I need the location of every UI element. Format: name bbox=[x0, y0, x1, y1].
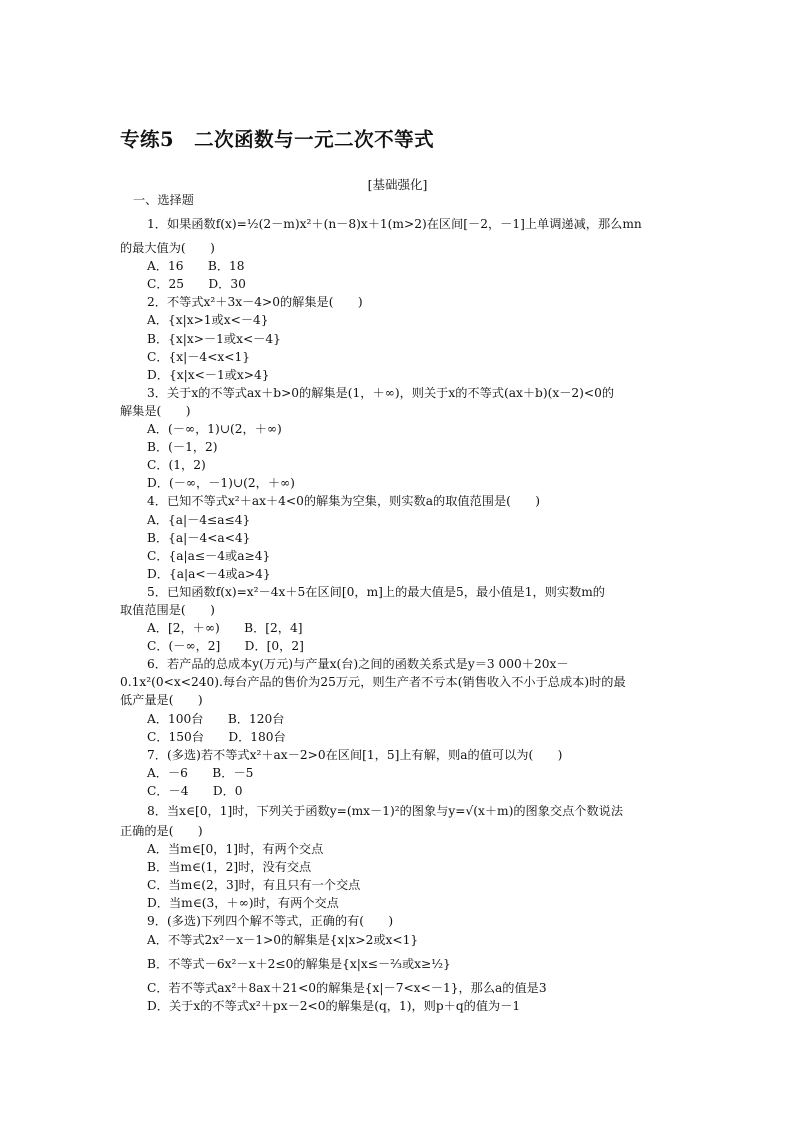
text-line: 2．不等式x²＋3x－4>0的解集是( ) bbox=[147, 295, 363, 310]
text-line: C．－4 D．0 bbox=[147, 783, 243, 798]
text-line: A．16 B．18 bbox=[147, 259, 245, 274]
text-line: 6．若产品的总成本y(万元)与产量x(台)之间的函数关系式是y＝3 000＋20x－ bbox=[147, 657, 569, 672]
text-line: D．当m∈(3，＋∞)时，有两个交点 bbox=[147, 896, 339, 911]
text-line: 解集是( ) bbox=[120, 403, 191, 418]
text-line: C．{a|a≤－4或a≥4} bbox=[147, 548, 271, 563]
text-line: 4．已知不等式x²＋ax＋4<0的解集为空集，则实数a的取值范围是( ) bbox=[147, 494, 541, 509]
text-line: 5．已知函数f(x)=x²－4x＋5在区间[0，m]上的最大值是5，最小值是1，则实数m的 bbox=[147, 584, 605, 599]
text-line: 正确的是( ) bbox=[120, 824, 203, 838]
exercise-body bbox=[120, 191, 675, 1015]
text-line: D．{x|x<－1或x>4} bbox=[147, 367, 270, 382]
text-line: 9．(多选)下列四个解不等式，正确的有( ) bbox=[147, 914, 394, 929]
text-line: A．{a|－4≤a≤4} bbox=[147, 512, 251, 527]
text-line: B．{a|－4<a<4} bbox=[147, 530, 251, 545]
text-line: 3．关于x的不等式ax＋b>0的解集是(1，＋∞)，则关于x的不等式(ax＋b)(x－2)<0的 bbox=[147, 385, 615, 400]
text-line: C．25 D．30 bbox=[147, 277, 246, 292]
text-line: A．当m∈[0，1]时，有两个交点 bbox=[147, 842, 324, 857]
text-line: 一、选择题 bbox=[133, 193, 194, 207]
text-line: 7．(多选)若不等式x²＋ax－2>0在区间[1，5]上有解，则a的值可以为( ) bbox=[147, 747, 563, 762]
text-line: 的最大值为( ) bbox=[120, 241, 215, 256]
text-line: 低产量是( ) bbox=[120, 693, 203, 708]
text-line: A．100台 B．120台 bbox=[147, 711, 285, 726]
text-line: B．当m∈(1，2]时，没有交点 bbox=[147, 860, 312, 875]
text-line: B．(－1，2) bbox=[147, 440, 218, 455]
text-line: 0.1x²(0<x<240).每台产品的售价为25万元，则生产者不亏本(销售收入不小于总成本)时的最 bbox=[120, 675, 626, 690]
text-line: D．关于x的不等式x²＋px－2<0的解集是(q，1)，则p＋q的值为－1 bbox=[147, 998, 521, 1013]
text-line: C．{x|－4<x<1} bbox=[147, 349, 250, 364]
text-line: A．(－∞，1)∪(2，＋∞) bbox=[147, 422, 282, 437]
text-line: A．－6 B．－5 bbox=[147, 765, 254, 780]
text-line: A．{x|x>1或x<－4} bbox=[147, 313, 269, 328]
page-title: 专练5 二次函数与一元二次不等式 bbox=[120, 128, 435, 151]
text-line: 8．当x∈[0，1]时，下列关于函数y=(mx－1)²的图象与y=√(x＋m)的图象交点个数说法 bbox=[147, 804, 624, 818]
text-line: C．若不等式ax²＋8ax＋21<0的解集是{x|－7<x<－1}，那么a的值是3 bbox=[147, 980, 547, 995]
text-line: D．{a|a<－4或a>4} bbox=[147, 566, 271, 581]
text-line: 取值范围是( ) bbox=[120, 602, 215, 617]
text-line: C．当m∈(2，3]时，有且只有一个交点 bbox=[147, 878, 361, 893]
text-line: C．(1，2) bbox=[147, 458, 206, 473]
text-line: B．不等式－6x²－x＋2≤0的解集是{x|x≤－⅔或x≥½} bbox=[147, 956, 451, 971]
text-line: A．不等式2x²－x－1>0的解集是{x|x>2或x<1} bbox=[147, 932, 419, 947]
text-line: 1．如果函数f(x)=½(2－m)x²＋(n－8)x＋1(m>2)在区间[－2，－1]上单调递减，那么mn bbox=[147, 217, 642, 232]
text-line: A．[2，＋∞) B．[2，4] bbox=[147, 621, 303, 636]
text-line: C．150台 D．180台 bbox=[147, 729, 286, 744]
section-heading: [基础强化] bbox=[367, 177, 428, 192]
text-line: B．{x|x>－1或x<－4} bbox=[147, 331, 281, 346]
text-line: D．(－∞，－1)∪(2，＋∞) bbox=[147, 476, 295, 491]
text-line: C．(－∞，2] D．[0，2] bbox=[147, 639, 304, 654]
